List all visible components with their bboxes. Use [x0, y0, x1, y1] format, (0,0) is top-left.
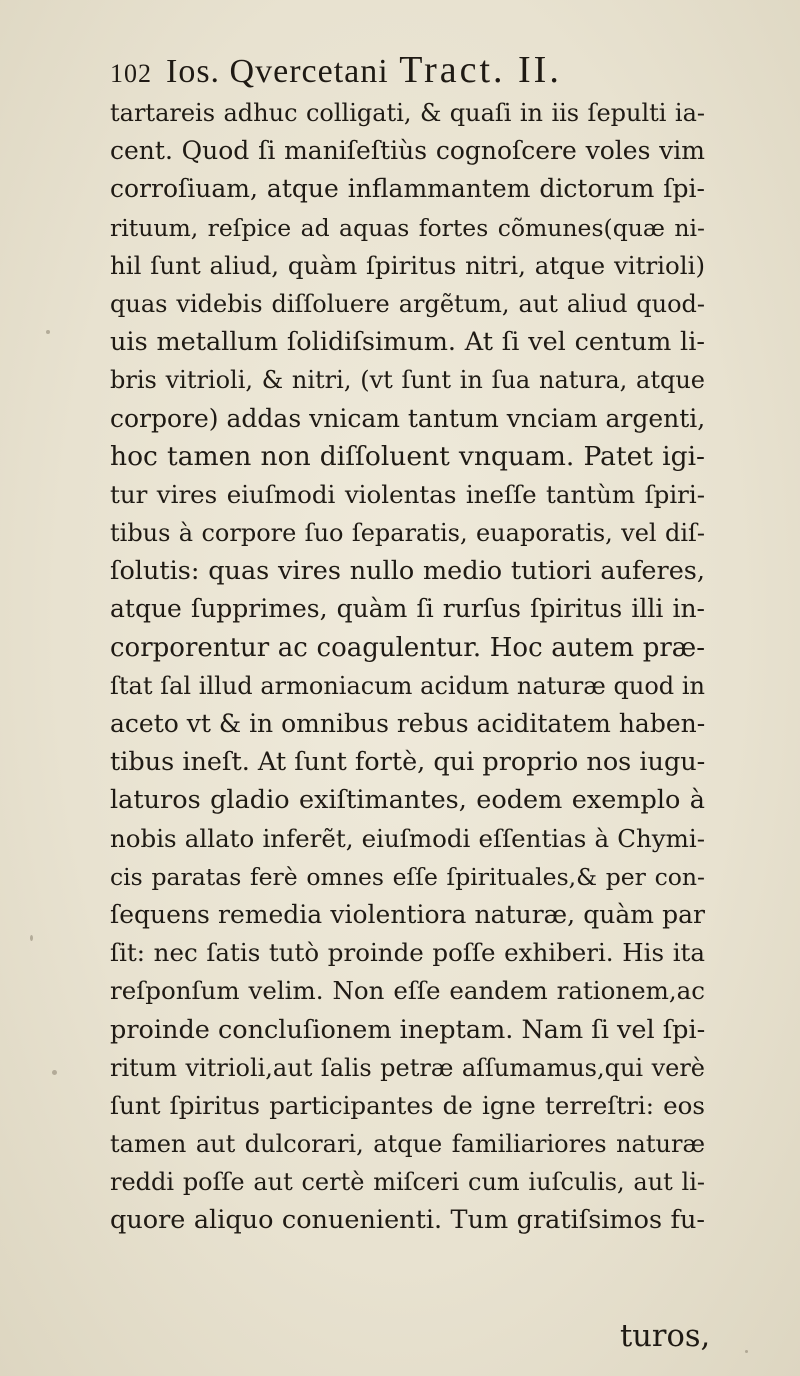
body-text: [110, 94, 705, 1240]
running-header: [110, 50, 710, 90]
text-line: ſtat ſal illud armoniacum acidum naturæ quod in: [110, 671, 705, 700]
header-title: Tract. II.: [399, 49, 562, 91]
catchword: turos,: [620, 1319, 711, 1354]
text-line: corporentur ac coagulentur. Hoc autem præ-: [110, 632, 705, 663]
text-line: ſit: nec ſatis tutò proinde poſſe exhiberi. His ita: [110, 938, 705, 968]
paper-speck: [46, 330, 50, 334]
text-line: quas videbis diſſoluere argẽtum, aut aliud quod-: [110, 289, 705, 318]
page-number: 102: [110, 59, 152, 88]
text-line: tamen aut dulcorari, atque familiariores naturæ: [110, 1130, 705, 1159]
text-line: reddi poſſe aut certè miſceri cum iuſculis, aut li-: [110, 1168, 705, 1197]
text-line: ſunt ſpiritus participantes de igne terreſtri: eos: [110, 1090, 705, 1120]
text-line: cent. Quod ſi maniſeſtiùs cognoſcere voles vim: [110, 136, 705, 166]
paper-speck: [30, 935, 33, 941]
text-line: uis metallum ſolidiſsimum. At ſi vel centum li-: [110, 327, 705, 358]
text-line: tartareis adhuc colligati, & quaſi in iis ſepulti ia-: [110, 99, 705, 127]
text-line: quore aliquo conuenienti. Tum gratiſsimos fu-: [110, 1205, 705, 1236]
header-author: Ios. Qvercetani: [166, 53, 389, 90]
text-line: ſolutis: quas vires nullo medio tutiori auferes,: [110, 556, 705, 587]
text-line: proinde concluſionem ineptam. Nam ſi vel ſpi-: [110, 1014, 705, 1045]
text-line: aceto vt & in omnibus rebus aciditatem haben-: [110, 709, 705, 738]
text-line: nobis allato inferẽt, eiuſmodi eſſentias à Chymi-: [110, 823, 705, 853]
paper-speck: [745, 1350, 748, 1353]
text-line: atque ſupprimes, quàm ſi rurſus ſpiritus illi in-: [110, 594, 705, 624]
text-line: cis paratas ferè omnes eſſe ſpirituales,& per con-: [110, 862, 705, 891]
text-line: bris vitrioli, & nitri, (vt ſunt in ſua natura, atque: [110, 366, 705, 395]
paper-speck: [52, 1070, 57, 1075]
text-line: hil ſunt aliud, quàm ſpiritus nitri, atque vitrioli): [110, 250, 705, 280]
text-line: ſequens remedia violentiora naturæ, quàm par: [110, 899, 705, 929]
text-line: corpore) addas vnicam tantum vnciam argenti,: [110, 403, 705, 433]
text-line: reſponſum velim. Non eſſe eandem rationem,ac: [110, 976, 705, 1006]
text-line: hoc tamen non diſſoluent vnquam. Patet igi-: [110, 440, 705, 472]
text-line: tibus ineſt. At ſunt fortè, qui proprio nos iugu-: [110, 747, 705, 778]
text-line: ritum vitrioli,aut ſalis petræ aſſumamus,qui verè: [110, 1053, 705, 1082]
text-line: laturos gladio exiſtimantes, eodem exemplo à: [110, 785, 705, 816]
text-line: corroſiuam, atque inflammantem dictorum ſpi-: [110, 174, 705, 204]
text-line: rituum, reſpice ad aquas fortes cõmunes(quæ ni-: [110, 213, 705, 242]
text-line: tur vires eiuſmodi violentas ineſſe tantùm ſpiri-: [110, 479, 705, 509]
text-line: tibus à corpore ſuo ſeparatis, euaporatis, vel diſ-: [110, 519, 705, 548]
